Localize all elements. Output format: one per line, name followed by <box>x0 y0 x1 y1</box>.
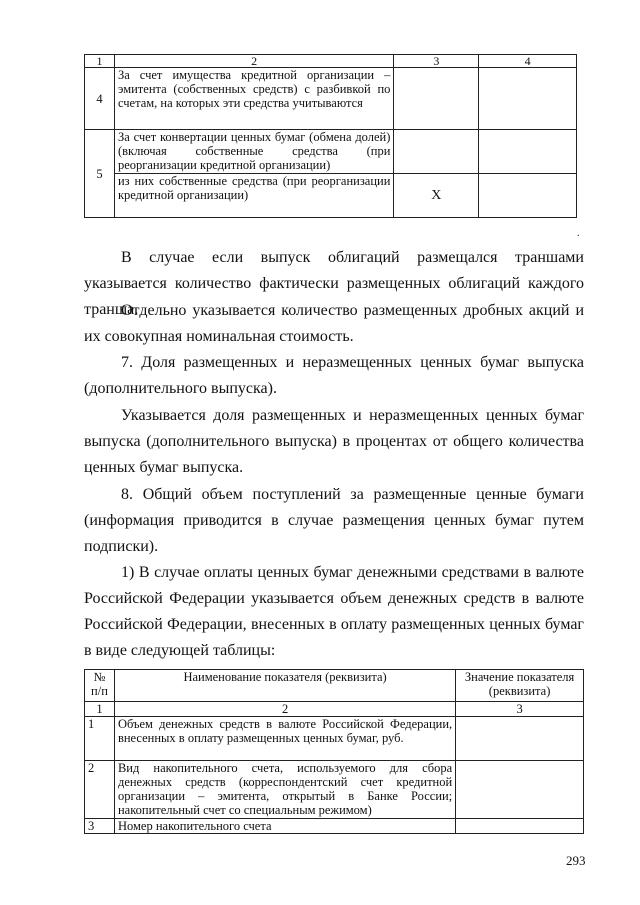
page-number: 293 <box>566 853 586 868</box>
paragraph: 1) В случае оплаты ценных бумаг денежными средствами в валюте Российской Федерации указывается объем денежных средств в валюте Российской Федерации, внесенных в оплату размещенных ценных бумаг в виде следующей таблицы: <box>84 564 584 659</box>
row-number: 3 <box>85 819 115 834</box>
header-cell: 1 <box>85 55 115 68</box>
section-heading-7: 7. Доля размещенных и неразмещенных ценных бумаг выпуска (дополнительного выпуска). <box>84 354 584 397</box>
cross-mark: X <box>394 174 479 218</box>
header-cell: Наименование показателя (реквизита) <box>114 670 455 702</box>
paragraph: Указывается доля размещенных и неразмещенных ценных бумаг выпуска (дополнительного выпуска) в процентах от общего количества ценных бумаг выпуска. <box>84 407 584 476</box>
value-cell <box>479 130 577 174</box>
table-row <box>85 819 584 834</box>
row-number: 5 <box>85 130 115 218</box>
number-cell: 2 <box>114 702 455 717</box>
row-text: За счет имущества кредитной организации – эмитента (собственных средств) с разбивкой по счетам, на которых эти средства учитываются <box>114 68 393 130</box>
table-number-row <box>85 702 584 717</box>
header-cell: Значение показателя (реквизита) <box>456 670 584 702</box>
value-cell <box>394 130 479 174</box>
header-cell: № п/п <box>85 670 115 702</box>
number-cell: 3 <box>456 702 584 717</box>
value-cell <box>456 761 584 819</box>
row-number: 2 <box>85 761 115 819</box>
header-cell: 4 <box>479 55 577 68</box>
table-row <box>85 761 584 819</box>
value-cell <box>456 819 584 834</box>
table-row <box>85 174 577 218</box>
table-row <box>85 68 577 130</box>
section-heading-8: 8. Общий объем поступлений за размещенные ценные бумаги (информация приводится в случае размещения ценных бумаг путем подписки). <box>84 486 584 555</box>
row-number: 1 <box>85 717 115 761</box>
table-header-row <box>85 55 577 68</box>
table-top <box>84 54 577 218</box>
paragraph: В случае если выпуск облигаций размещался траншами указывается количество фактически размещенных облигаций каждого транша. <box>84 249 584 318</box>
row-text: из них собственные средства (при реорганизации кредитной организации) <box>114 174 393 218</box>
paragraph: Отдельно указывается количество размещенных дробных акций и их совокупная номинальная стоимость. <box>84 302 584 345</box>
header-cell: 2 <box>114 55 393 68</box>
row-number: 4 <box>85 68 115 130</box>
number-cell: 1 <box>85 702 115 717</box>
value-cell <box>479 68 577 130</box>
value-cell <box>394 68 479 130</box>
value-cell <box>479 174 577 218</box>
value-cell <box>456 717 584 761</box>
table-bottom <box>84 669 584 834</box>
row-text: Номер накопительного счета <box>114 819 455 834</box>
stray-dot: . <box>577 228 580 239</box>
table-row <box>85 130 577 174</box>
row-text: Вид накопительного счета, используемого для сбора денежных средств (корреспондентский счет кредитной организации – эмитента, открытый в Банке России; накопительный счет со специальным режимом) <box>114 761 455 819</box>
row-text: Объем денежных средств в валюте Российской Федерации, внесенных в оплату размещенных ценных бумаг, руб. <box>114 717 455 761</box>
row-text: За счет конвертации ценных бумаг (обмена долей) (включая собственные средства (при реорганизации кредитной организации) <box>114 130 393 174</box>
table-row <box>85 717 584 761</box>
table-header-row <box>85 670 584 702</box>
header-cell: 3 <box>394 55 479 68</box>
